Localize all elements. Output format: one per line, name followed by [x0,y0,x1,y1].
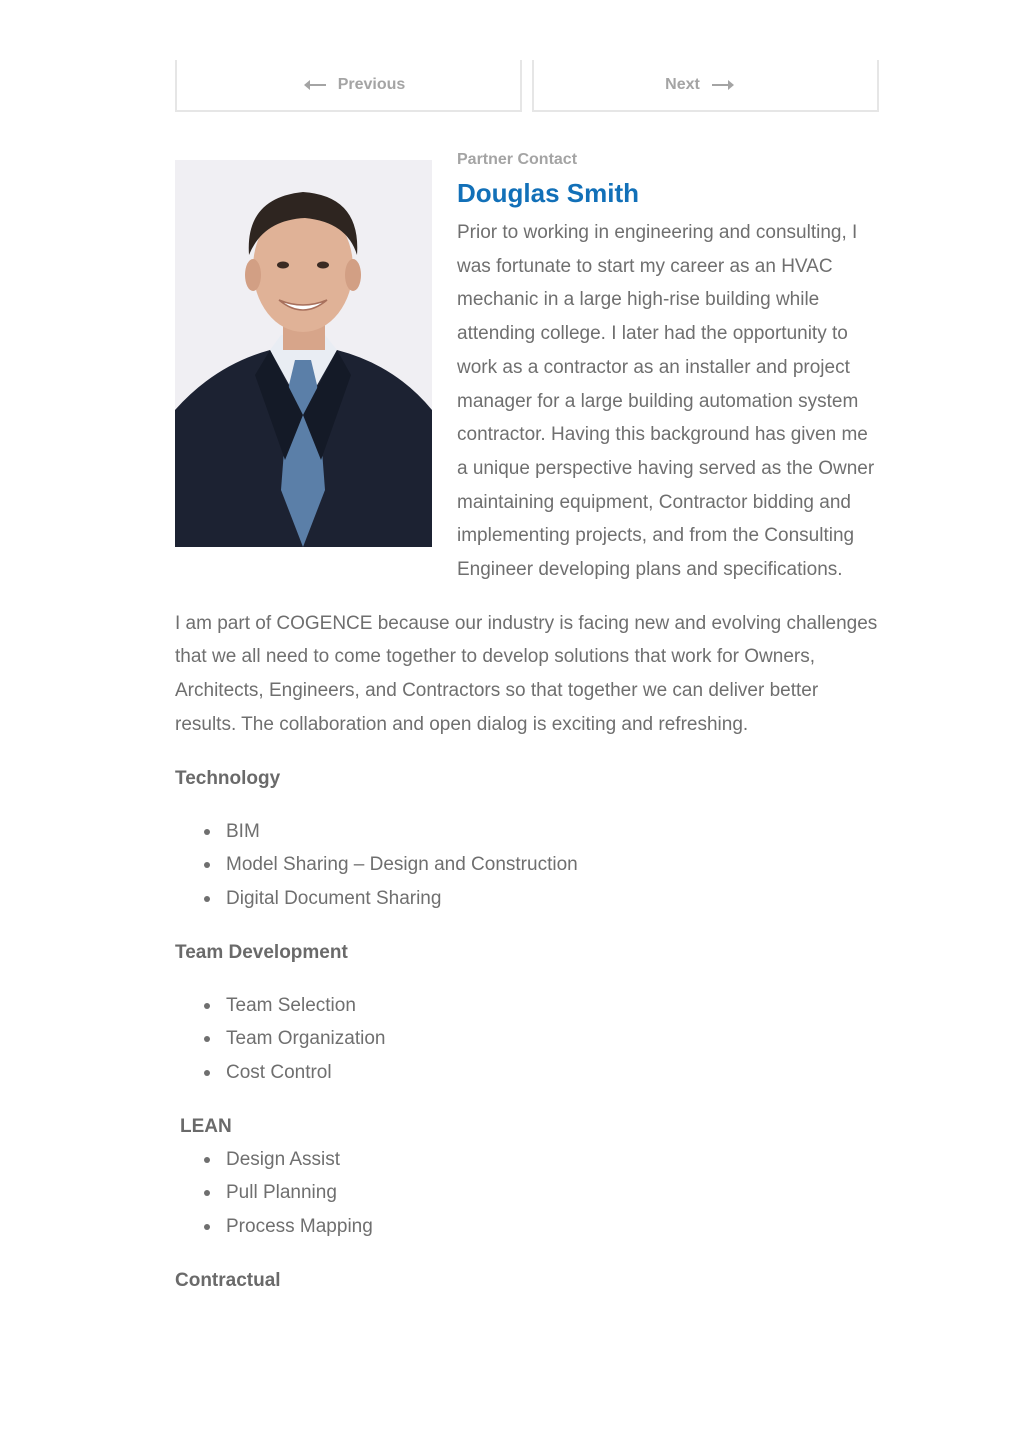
list-item: Team Selection [226,989,879,1023]
previous-label: Previous [337,76,406,93]
list-item: Digital Document Sharing [226,882,879,916]
team-development-list [175,989,879,1090]
next-label: Next [665,76,700,93]
technology-list [175,815,879,916]
list-item: Model Sharing – Design and Construction [226,848,879,882]
previous-button[interactable] [175,60,522,112]
section-title-lean: LEAN [180,1115,232,1137]
list-item: Design Assist [226,1143,879,1177]
bio-paragraph: Prior to working in engineering and consulting, I was fortunate to start my career as an HVAC mechanic in a large high-rise building while attending college. I later had the opportunity to work as a contractor as an installer and project manager for a large building automation system contractor. Having this background has given me a unique perspective having served as the Owner maintaining equipment, Contractor bidding and implementing projects, and from the Consulting Engineer developing plans and specifications. [457,222,875,581]
section-title-contractual: Contractual [175,1269,281,1291]
section-title-technology: Technology [175,767,281,789]
list-item: Process Mapping [226,1210,879,1244]
list-item: BIM [226,815,879,849]
next-button[interactable] [532,60,879,112]
partner-contact-label: Partner Contact [457,151,578,168]
bio-paragraph: I am part of COGENCE because our industry is facing new and evolving challenges that we all need to come together to develop solutions that work for Owners, Architects, Engineers, and Contractors so that together we can deliver better results. The collaboration and open dialog is exciting and refreshing. [175,612,878,735]
portrait-photo [175,160,432,547]
section-title-team-development: Team Development [175,941,348,963]
partner-profile [175,150,879,1297]
partner-name: Douglas Smith [457,178,640,208]
page-content [175,60,879,1317]
post-navigation [175,60,879,112]
list-item: Cost Control [226,1056,879,1090]
list-item: Team Organization [226,1022,879,1056]
lean-list [175,1143,879,1244]
arrow-left-icon [304,79,326,91]
list-item: Pull Planning [226,1176,879,1210]
arrow-right-icon [712,79,734,91]
